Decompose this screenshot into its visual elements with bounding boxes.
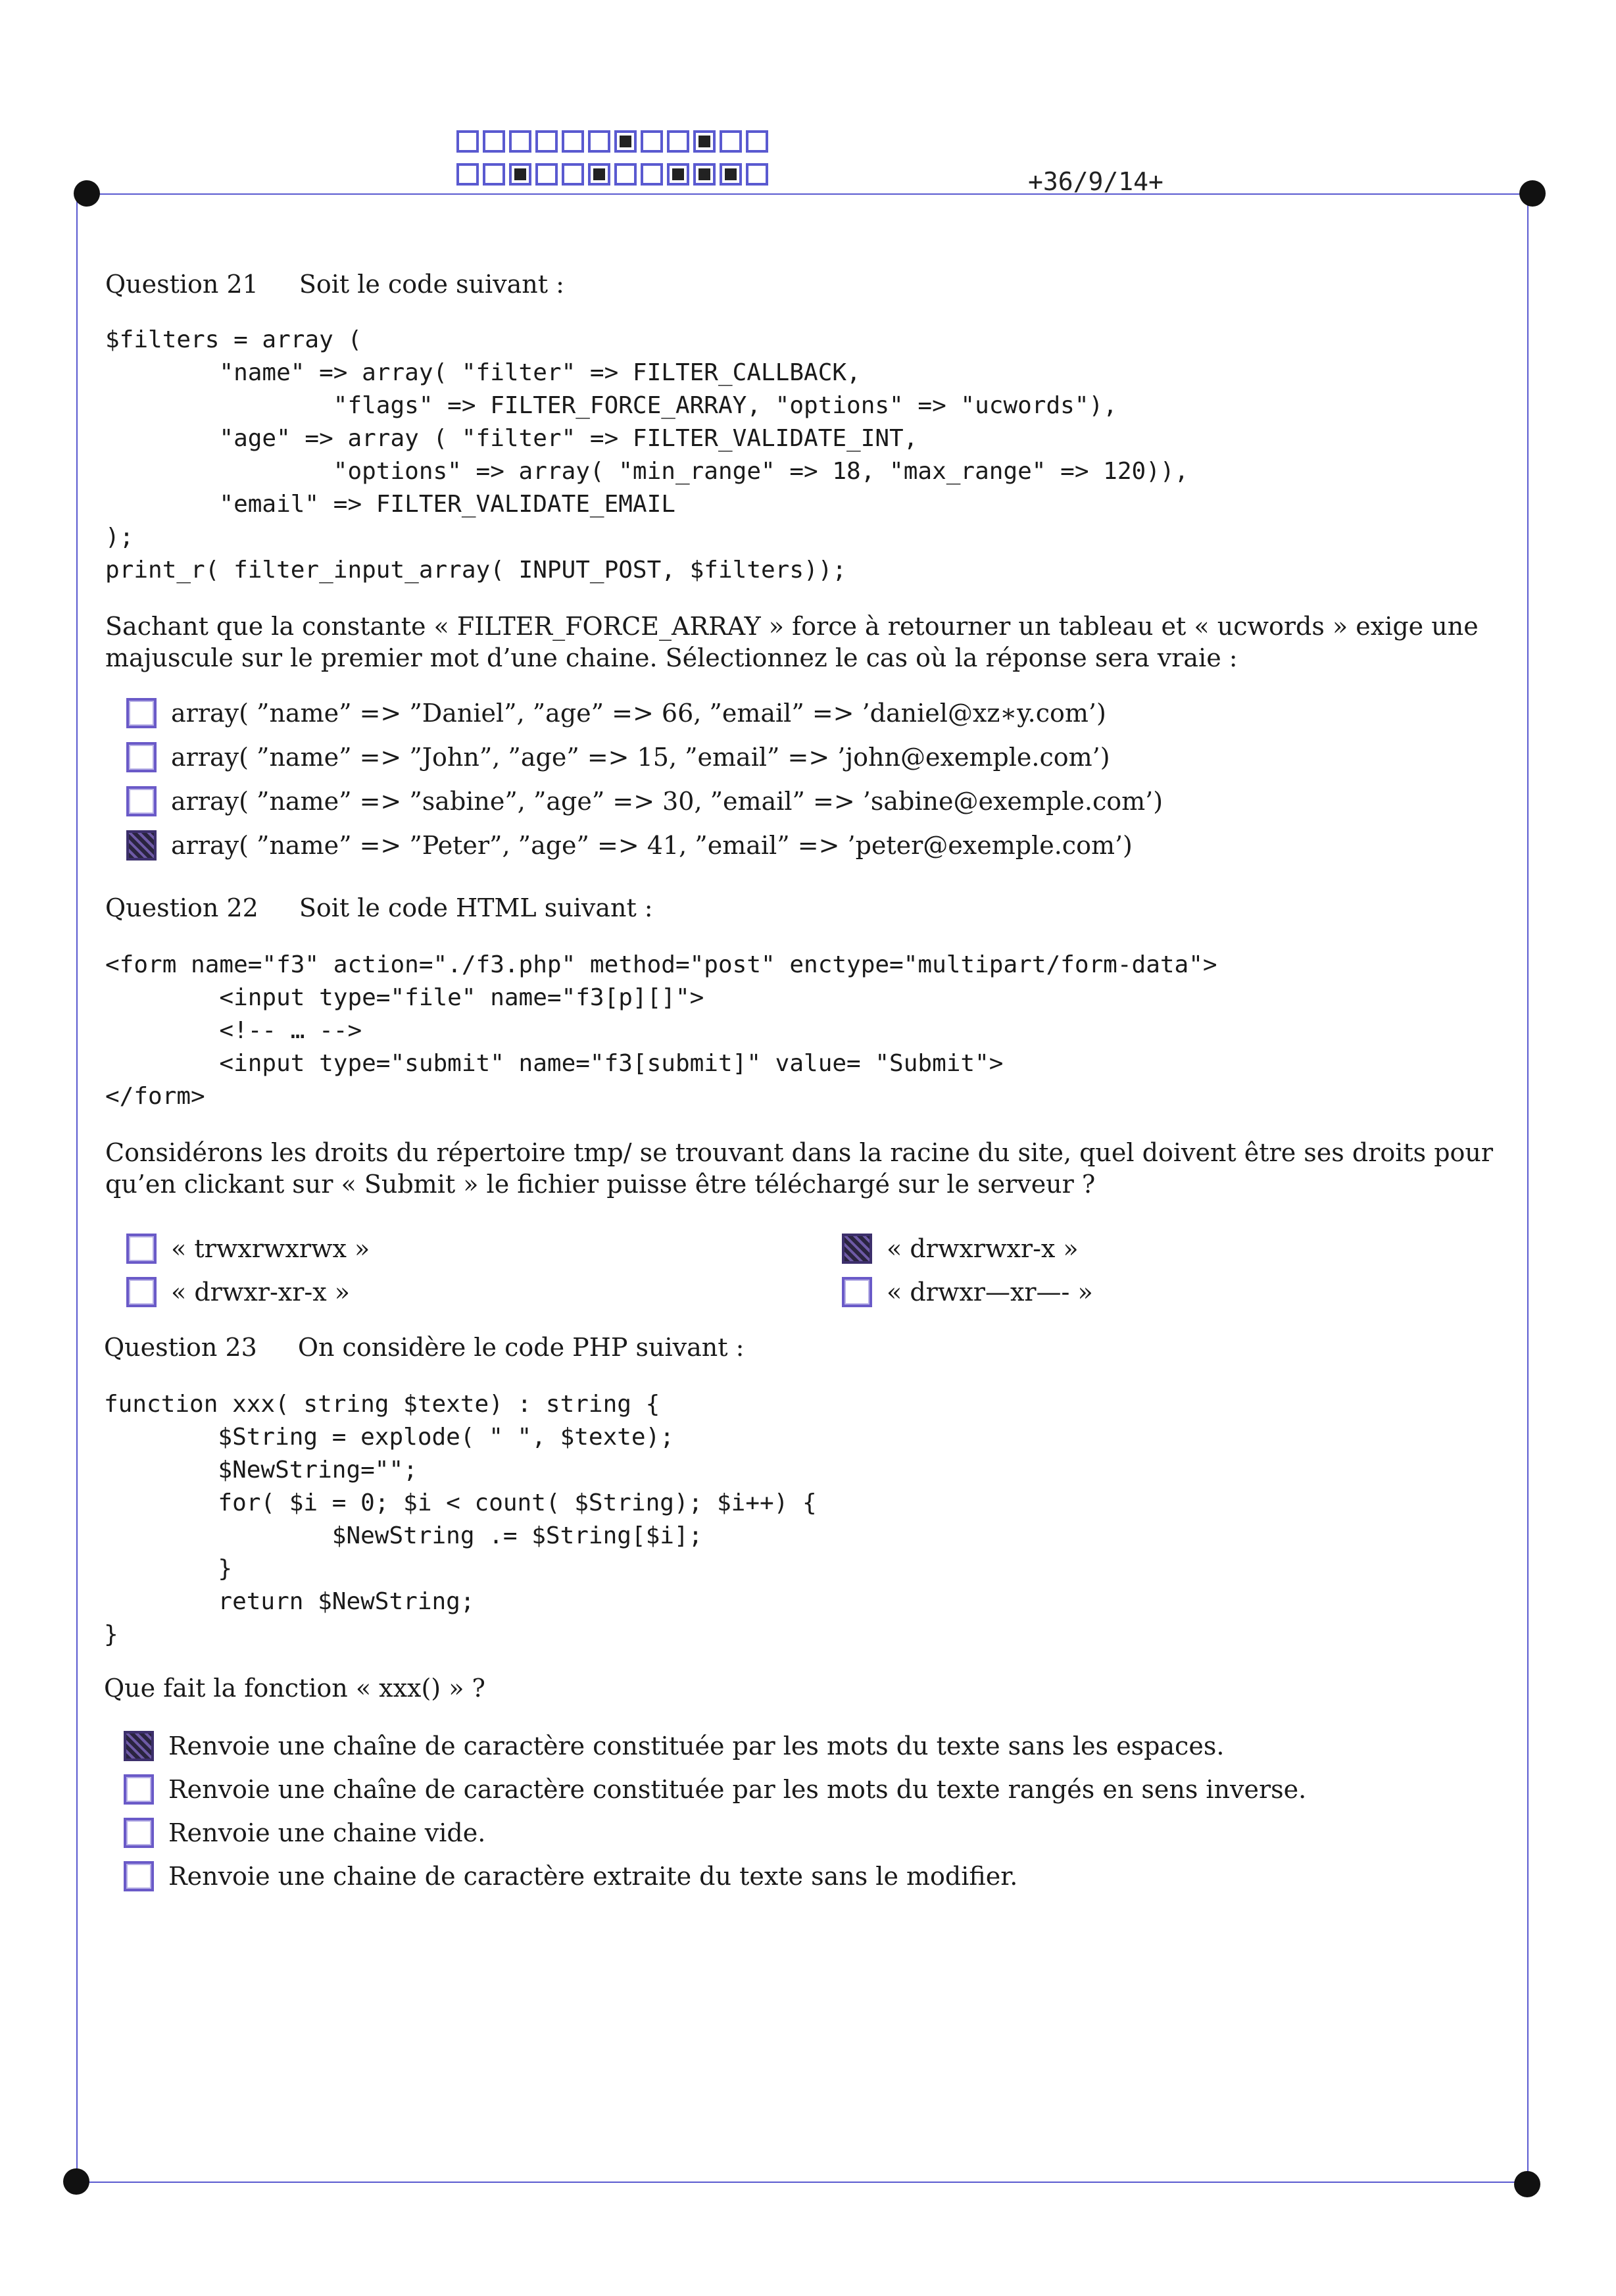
binary-code-row-2	[456, 163, 772, 186]
question-intro: Soit le code suivant :	[299, 270, 564, 299]
code-block-q22: <form name="f3" action="./f3.php" method="post" enctype="multipart/form-data"> <input type="file" name="f3[p][]"> <!-- … --> <input type="submit" name="f3[submit]" value= "Submit"> </form>	[105, 951, 1217, 1110]
q21-option-3[interactable]	[126, 784, 1163, 818]
q22-option-1[interactable]	[126, 1232, 370, 1266]
corner-mark-top-left	[74, 180, 100, 207]
option-label: Renvoie une chaîne de caractère constituée par les mots du texte sans les espaces.	[168, 1732, 1225, 1760]
code-cell	[641, 130, 663, 153]
code-cell	[614, 163, 637, 186]
checkbox[interactable]	[126, 830, 157, 861]
checkbox[interactable]	[124, 1861, 154, 1891]
checkbox[interactable]	[124, 1774, 154, 1805]
code-cell	[614, 130, 637, 153]
corner-mark-bottom-left	[63, 2168, 89, 2195]
option-label: array( ”name” => ”John”, ”age” => 15, ”email” => ’john@exemple.com’)	[171, 743, 1110, 772]
option-label: « trwxrwxrwx »	[171, 1234, 370, 1263]
question-22-title	[105, 893, 653, 922]
code-cell	[456, 130, 479, 153]
code-cell	[562, 130, 584, 153]
code-cell	[693, 163, 716, 186]
q21-option-4[interactable]	[126, 828, 1133, 862]
code-cell	[483, 163, 505, 186]
code-cell	[746, 163, 768, 186]
code-cell	[693, 130, 716, 153]
frame-left-line	[76, 193, 78, 2182]
code-cell	[641, 163, 663, 186]
q21-option-2[interactable]	[126, 740, 1110, 774]
question-intro: Soit le code HTML suivant :	[299, 893, 653, 922]
checkbox[interactable]	[124, 1731, 154, 1761]
checkbox[interactable]	[126, 698, 157, 728]
question-21-text: Sachant que la constante « FILTER_FORCE_ARRAY » force à retourner un tableau et « ucwords » exige une majuscule sur le premier mot d’une chaine. Sélectionnez le cas où la réponse sera vraie :	[105, 612, 1479, 672]
code-cell	[667, 163, 689, 186]
option-label: « drwxr—xr—- »	[887, 1278, 1093, 1307]
code-cell	[562, 163, 584, 186]
checkbox[interactable]	[842, 1234, 872, 1264]
q23-option-1[interactable]	[124, 1729, 1224, 1763]
question-number: Question 21	[105, 270, 258, 299]
code-cell	[456, 163, 479, 186]
corner-mark-bottom-right	[1514, 2171, 1540, 2197]
code-cell	[535, 130, 558, 153]
checkbox[interactable]	[126, 786, 157, 816]
frame-bottom-line	[76, 2182, 1527, 2183]
frame-right-line	[1527, 193, 1529, 2182]
question-23-text: Que fait la fonction « xxx() » ?	[104, 1674, 485, 1703]
question-number: Question 22	[105, 893, 258, 922]
code-cell	[509, 130, 531, 153]
code-cell	[509, 163, 531, 186]
code-cell	[483, 130, 505, 153]
q21-option-1[interactable]	[126, 696, 1106, 730]
code-cell	[588, 130, 610, 153]
binary-code-row-1	[456, 130, 772, 153]
option-label: Renvoie une chaîne de caractère constituée par les mots du texte rangés en sens inverse.	[168, 1775, 1307, 1804]
checkbox[interactable]	[124, 1818, 154, 1848]
question-23-title	[104, 1333, 744, 1362]
question-21-title	[105, 270, 564, 299]
code-cell	[720, 130, 742, 153]
code-block-q23: function xxx( string $texte) : string { $String = explode( " ", $texte); $NewString=""; for( $i = 0; $i < count( $String); $i++) { $NewString .= $String[$i]; } return $NewString; }	[104, 1391, 817, 1648]
code-cell	[588, 163, 610, 186]
question-intro: On considère le code PHP suivant :	[297, 1333, 745, 1362]
q23-option-2[interactable]	[124, 1772, 1306, 1807]
code-cell	[535, 163, 558, 186]
code-cell	[667, 130, 689, 153]
checkbox[interactable]	[126, 1234, 157, 1264]
page-id: +36/9/14+	[1028, 167, 1163, 196]
option-label: Renvoie une chaine vide.	[168, 1818, 486, 1847]
q22-option-4[interactable]	[842, 1275, 1093, 1309]
code-cell	[746, 130, 768, 153]
q22-option-3[interactable]	[126, 1275, 350, 1309]
option-label: « drwxr-xr-x »	[171, 1278, 350, 1307]
question-22-text: Considérons les droits du répertoire tmp/ se trouvant dans la racine du site, quel doivent être ses droits pour qu’en clickant sur « Submit » le fichier puisse être téléchargé sur le serveur ?	[105, 1138, 1494, 1199]
q23-option-3[interactable]	[124, 1816, 485, 1850]
option-label: array( ”name” => ”Daniel”, ”age” => 66, ”email” => ’daniel@xz∗y.com’)	[171, 699, 1106, 728]
checkbox[interactable]	[842, 1277, 872, 1307]
option-label: array( ”name” => ”sabine”, ”age” => 30, ”email” => ’sabine@exemple.com’)	[171, 787, 1163, 816]
frame-top-line	[87, 193, 1534, 195]
code-cell	[720, 163, 742, 186]
checkbox[interactable]	[126, 1277, 157, 1307]
checkbox[interactable]	[126, 742, 157, 772]
q23-option-4[interactable]	[124, 1859, 1017, 1893]
question-number: Question 23	[104, 1333, 257, 1362]
q22-option-2[interactable]	[842, 1232, 1079, 1266]
corner-mark-top-right	[1519, 180, 1546, 207]
option-label: « drwxrwxr-x »	[887, 1234, 1079, 1263]
code-block-q21: $filters = array ( "name" => array( "filter" => FILTER_CALLBACK, "flags" => FILTER_FORCE_ARRAY, "options" => "ucwords"), "age" => array ( "filter" => FILTER_VALIDATE_INT, "options" => array( "min_range" => 18, "max_range" => 120)), "email" => FILTER_VALIDATE_EMAIL ); print_r( filter_input_array( INPUT_POST, $filters));	[105, 326, 1189, 584]
option-label: Renvoie une chaine de caractère extraite du texte sans le modifier.	[168, 1862, 1018, 1891]
option-label: array( ”name” => ”Peter”, ”age” => 41, ”email” => ’peter@exemple.com’)	[171, 831, 1133, 860]
